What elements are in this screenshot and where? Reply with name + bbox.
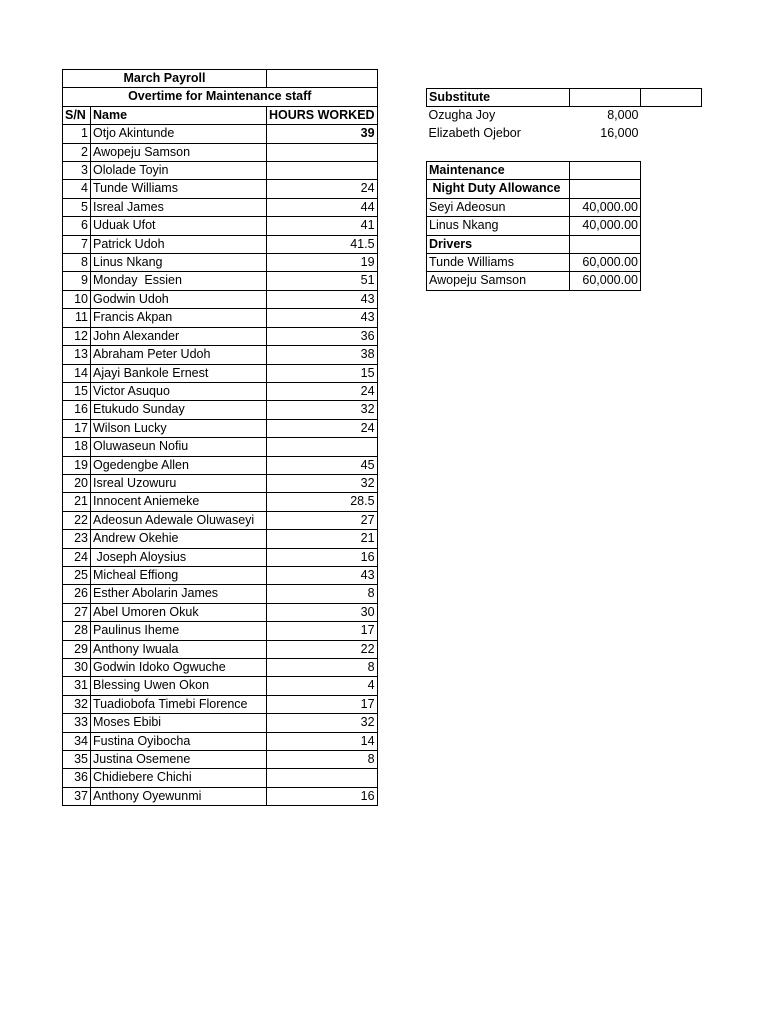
table-row xyxy=(63,474,378,492)
hours-cell[interactable]: 45 xyxy=(267,456,378,474)
hours-cell[interactable]: 24 xyxy=(267,382,378,400)
hours-cell[interactable]: 38 xyxy=(267,346,378,364)
driver-item xyxy=(427,254,641,272)
hours-cell[interactable]: 27 xyxy=(267,511,378,529)
name-cell[interactable]: Victor Asuquo xyxy=(91,382,267,400)
table-row xyxy=(63,217,378,235)
sn-cell[interactable]: 27 xyxy=(63,603,91,621)
hours-cell[interactable]: 4 xyxy=(267,677,378,695)
hours-cell[interactable]: 32 xyxy=(267,474,378,492)
sn-cell[interactable]: 22 xyxy=(63,511,91,529)
name-cell[interactable]: Moses Ebibi xyxy=(91,714,267,732)
hours-cell[interactable]: 24 xyxy=(267,419,378,437)
hours-cell[interactable]: 43 xyxy=(267,290,378,308)
name-cell[interactable]: Monday Essien xyxy=(91,272,267,290)
name-cell[interactable]: Anthony Oyewunmi xyxy=(91,787,267,805)
employee-name[interactable]: Seyi Adeosun xyxy=(427,198,570,216)
name-cell[interactable]: Chidiebere Chichi xyxy=(91,769,267,787)
night-duty-item xyxy=(427,198,641,216)
name-cell[interactable]: Micheal Effiong xyxy=(91,566,267,584)
sn-cell[interactable]: 20 xyxy=(63,474,91,492)
table-row xyxy=(63,272,378,290)
table-row xyxy=(63,290,378,308)
night-duty-rows xyxy=(427,198,641,235)
hours-cell[interactable]: 41 xyxy=(267,217,378,235)
sn-cell[interactable]: 28 xyxy=(63,622,91,640)
hours-cell[interactable]: 32 xyxy=(267,714,378,732)
name-cell[interactable]: John Alexander xyxy=(91,327,267,345)
employee-name[interactable]: Awopeju Samson xyxy=(427,272,570,290)
sn-cell[interactable]: 13 xyxy=(63,346,91,364)
amount-cell[interactable]: 40,000.00 xyxy=(570,217,641,235)
sn-cell[interactable]: 2 xyxy=(63,143,91,161)
name-cell[interactable]: Francis Akpan xyxy=(91,309,267,327)
hours-cell[interactable]: 16 xyxy=(267,787,378,805)
night-duty-row xyxy=(427,180,641,198)
table-row xyxy=(63,659,378,677)
sn-cell[interactable]: 16 xyxy=(63,401,91,419)
table-row xyxy=(63,382,378,400)
drivers-rows xyxy=(427,254,641,291)
substitute-row xyxy=(427,125,702,142)
hours-cell[interactable]: 8 xyxy=(267,751,378,769)
name-cell[interactable]: Awopeju Samson xyxy=(91,143,267,161)
sn-cell[interactable]: 29 xyxy=(63,640,91,658)
sn-cell[interactable]: 4 xyxy=(63,180,91,198)
hours-cell[interactable] xyxy=(267,162,378,180)
substitute-amount[interactable]: 16,000 xyxy=(600,125,639,140)
hours-cell[interactable]: 28.5 xyxy=(267,493,378,511)
sn-cell[interactable]: 1 xyxy=(63,125,91,143)
substitute-name[interactable]: Elizabeth Ojebor xyxy=(428,125,521,140)
sn-cell[interactable]: 7 xyxy=(63,235,91,253)
sn-cell[interactable]: 35 xyxy=(63,751,91,769)
night-duty-label[interactable]: Night Duty Allowance xyxy=(427,180,570,198)
substitute-amount[interactable]: 8,000 xyxy=(607,108,639,123)
substitute-row xyxy=(427,107,702,125)
substitute-name[interactable]: Ozugha Joy xyxy=(428,108,496,123)
empty-cell[interactable] xyxy=(641,107,702,125)
title-row xyxy=(63,70,378,88)
name-cell[interactable]: Blessing Uwen Okon xyxy=(91,677,267,695)
name-cell[interactable]: Esther Abolarin James xyxy=(91,585,267,603)
hours-cell[interactable]: 8 xyxy=(267,659,378,677)
sn-cell[interactable]: 3 xyxy=(63,162,91,180)
name-cell[interactable]: Godwin Idoko Ogwuche xyxy=(91,659,267,677)
hours-cell[interactable]: 32 xyxy=(267,401,378,419)
sn-cell[interactable]: 8 xyxy=(63,254,91,272)
sn-cell[interactable]: 10 xyxy=(63,290,91,308)
sn-cell[interactable]: 31 xyxy=(63,677,91,695)
table-row xyxy=(63,235,378,253)
table-row xyxy=(63,677,378,695)
sn-cell[interactable]: 25 xyxy=(63,566,91,584)
name-cell[interactable]: Anthony Iwuala xyxy=(91,640,267,658)
hours-cell[interactable] xyxy=(267,143,378,161)
substitute-rows xyxy=(427,107,702,142)
payroll-table xyxy=(62,69,378,806)
hours-cell[interactable]: 51 xyxy=(267,272,378,290)
table-row xyxy=(63,732,378,750)
substitute-table xyxy=(426,88,702,142)
name-cell[interactable]: Joseph Aloysius xyxy=(91,548,267,566)
sn-cell[interactable]: 24 xyxy=(63,548,91,566)
table-row xyxy=(63,162,378,180)
name-cell[interactable]: Abraham Peter Udoh xyxy=(91,346,267,364)
hours-cell[interactable]: 14 xyxy=(267,732,378,750)
table-row xyxy=(63,346,378,364)
table-row xyxy=(63,493,378,511)
hours-cell[interactable]: 21 xyxy=(267,530,378,548)
name-cell[interactable]: Innocent Aniemeke xyxy=(91,493,267,511)
sn-cell[interactable]: 9 xyxy=(63,272,91,290)
table-row xyxy=(63,438,378,456)
sn-cell[interactable]: 21 xyxy=(63,493,91,511)
name-cell[interactable]: Oluwaseun Nofiu xyxy=(91,438,267,456)
hours-cell[interactable]: 16 xyxy=(267,548,378,566)
table-row xyxy=(63,640,378,658)
header-row xyxy=(63,106,378,124)
table-row xyxy=(63,714,378,732)
sn-cell[interactable]: 33 xyxy=(63,714,91,732)
employee-name[interactable]: Tunde Williams xyxy=(427,254,570,272)
name-cell[interactable]: Godwin Udoh xyxy=(91,290,267,308)
maintenance-header-row xyxy=(427,162,641,180)
hours-cell[interactable] xyxy=(267,769,378,787)
sn-cell[interactable]: 15 xyxy=(63,382,91,400)
table-row xyxy=(63,254,378,272)
maintenance-header[interactable]: Maintenance xyxy=(427,162,570,180)
name-cell[interactable]: Otjo Akintunde xyxy=(91,125,267,143)
sn-cell[interactable]: 30 xyxy=(63,659,91,677)
sn-cell[interactable]: 6 xyxy=(63,217,91,235)
sn-cell[interactable]: 14 xyxy=(63,364,91,382)
sn-cell[interactable]: 32 xyxy=(63,695,91,713)
name-cell[interactable]: Etukudo Sunday xyxy=(91,401,267,419)
header-sn[interactable]: S/N xyxy=(63,106,91,124)
payroll-title[interactable]: March Payroll xyxy=(63,70,267,88)
table-row xyxy=(63,125,378,143)
table-row xyxy=(63,309,378,327)
substitute-header-row xyxy=(427,89,702,107)
hours-cell[interactable]: 43 xyxy=(267,309,378,327)
table-row xyxy=(63,585,378,603)
table-row xyxy=(63,198,378,216)
sn-cell[interactable]: 18 xyxy=(63,438,91,456)
table-row xyxy=(63,511,378,529)
name-cell[interactable]: Ogedengbe Allen xyxy=(91,456,267,474)
maintenance-table xyxy=(426,161,641,291)
hours-cell[interactable]: 44 xyxy=(267,198,378,216)
table-row xyxy=(63,401,378,419)
name-cell[interactable]: Uduak Ufot xyxy=(91,217,267,235)
name-cell[interactable]: Isreal James xyxy=(91,198,267,216)
name-cell[interactable]: Justina Osemene xyxy=(91,751,267,769)
name-cell[interactable]: Fustina Oyibocha xyxy=(91,732,267,750)
empty-cell[interactable] xyxy=(570,89,641,107)
table-row xyxy=(63,695,378,713)
table-row xyxy=(63,603,378,621)
table-row xyxy=(63,419,378,437)
table-row xyxy=(63,751,378,769)
name-cell[interactable]: Ajayi Bankole Ernest xyxy=(91,364,267,382)
table-row xyxy=(63,548,378,566)
table-row xyxy=(63,787,378,805)
hours-cell[interactable]: 22 xyxy=(267,640,378,658)
name-cell[interactable]: Andrew Okehie xyxy=(91,530,267,548)
driver-item xyxy=(427,272,641,290)
hours-cell[interactable]: 8 xyxy=(267,585,378,603)
name-cell[interactable]: Linus Nkang xyxy=(91,254,267,272)
name-cell[interactable]: Patrick Udoh xyxy=(91,235,267,253)
empty-cell[interactable] xyxy=(570,162,641,180)
empty-cell[interactable] xyxy=(570,235,641,253)
hours-cell[interactable]: 24 xyxy=(267,180,378,198)
employee-name[interactable]: Linus Nkang xyxy=(427,217,570,235)
night-duty-item xyxy=(427,217,641,235)
hours-cell[interactable]: 30 xyxy=(267,603,378,621)
sn-cell[interactable]: 12 xyxy=(63,327,91,345)
substitute-header[interactable]: Substitute xyxy=(427,89,570,107)
name-cell[interactable]: Tunde Williams xyxy=(91,180,267,198)
table-row xyxy=(63,456,378,474)
hours-cell[interactable]: 17 xyxy=(267,695,378,713)
sn-cell[interactable]: 26 xyxy=(63,585,91,603)
table-row xyxy=(63,364,378,382)
hours-cell[interactable]: 19 xyxy=(267,254,378,272)
sn-cell[interactable]: 5 xyxy=(63,198,91,216)
sn-cell[interactable]: 17 xyxy=(63,419,91,437)
hours-cell[interactable]: 43 xyxy=(267,566,378,584)
sn-cell[interactable]: 34 xyxy=(63,732,91,750)
drivers-label[interactable]: Drivers xyxy=(427,235,570,253)
table-row xyxy=(63,180,378,198)
name-cell[interactable]: Adeosun Adewale Oluwaseyi xyxy=(91,511,267,529)
amount-cell[interactable]: 60,000.00 xyxy=(570,254,641,272)
sn-cell[interactable]: 37 xyxy=(63,787,91,805)
empty-cell[interactable] xyxy=(641,125,702,142)
payroll-subtitle[interactable]: Overtime for Maintenance staff xyxy=(63,88,378,106)
payroll-rows xyxy=(63,125,378,806)
name-cell[interactable]: Tuadiobofa Timebi Florence xyxy=(91,695,267,713)
name-cell[interactable]: Isreal Uzowuru xyxy=(91,474,267,492)
table-row xyxy=(63,622,378,640)
name-cell[interactable]: Ololade Toyin xyxy=(91,162,267,180)
table-row xyxy=(63,566,378,584)
sn-cell[interactable]: 11 xyxy=(63,309,91,327)
amount-cell[interactable]: 60,000.00 xyxy=(570,272,641,290)
table-row xyxy=(63,327,378,345)
hours-cell[interactable]: 36 xyxy=(267,327,378,345)
table-row xyxy=(63,769,378,787)
subtitle-row xyxy=(63,88,378,106)
drivers-row xyxy=(427,235,641,253)
name-cell[interactable]: Paulinus Iheme xyxy=(91,622,267,640)
table-row xyxy=(63,143,378,161)
hours-cell[interactable]: 39 xyxy=(267,125,378,143)
hours-cell[interactable]: 41.5 xyxy=(267,235,378,253)
table-row xyxy=(63,530,378,548)
hours-cell[interactable]: 15 xyxy=(267,364,378,382)
empty-cell[interactable] xyxy=(570,180,641,198)
sn-cell[interactable]: 23 xyxy=(63,530,91,548)
empty-cell[interactable] xyxy=(267,70,378,88)
header-hours[interactable]: HOURS WORKED xyxy=(267,106,378,124)
hours-cell[interactable]: 17 xyxy=(267,622,378,640)
sn-cell[interactable]: 19 xyxy=(63,456,91,474)
name-cell[interactable]: Abel Umoren Okuk xyxy=(91,603,267,621)
sn-cell[interactable]: 36 xyxy=(63,769,91,787)
amount-cell[interactable]: 40,000.00 xyxy=(570,198,641,216)
name-cell[interactable]: Wilson Lucky xyxy=(91,419,267,437)
header-name[interactable]: Name xyxy=(91,106,267,124)
empty-cell[interactable] xyxy=(641,89,702,107)
hours-cell[interactable] xyxy=(267,438,378,456)
